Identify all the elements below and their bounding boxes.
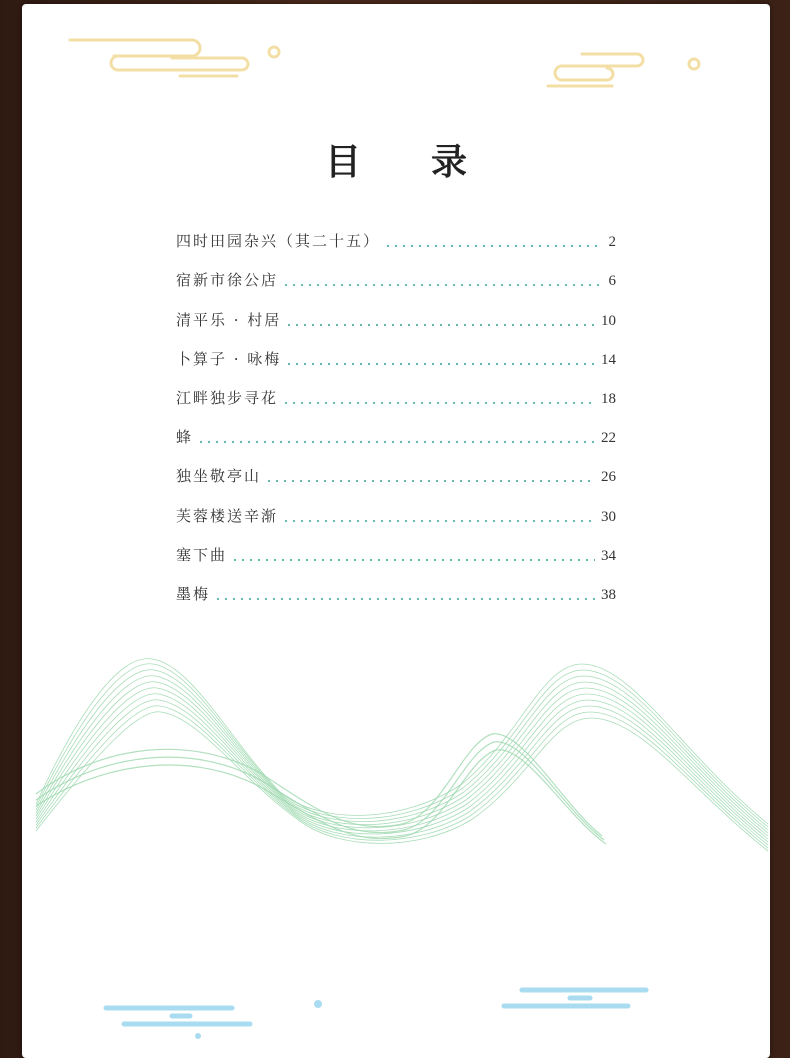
toc-entry-page: 22 bbox=[601, 430, 616, 447]
leader-dots bbox=[214, 598, 595, 600]
cloud-bottom-right-icon bbox=[504, 990, 646, 1006]
toc-entry-page: 2 bbox=[608, 234, 616, 251]
toc-entry-page: 18 bbox=[601, 390, 616, 407]
toc-entry-page: 30 bbox=[601, 508, 616, 525]
toc-entry-title: 四时田园杂兴（其二十五） bbox=[176, 232, 381, 251]
toc-entry[interactable] bbox=[176, 257, 616, 296]
leader-dots bbox=[282, 284, 602, 286]
toc-entry-title: 宿新市徐公店 bbox=[176, 271, 279, 290]
toc-entry-page: 10 bbox=[601, 312, 616, 329]
toc-entry[interactable] bbox=[176, 492, 616, 531]
toc-entry[interactable] bbox=[176, 571, 616, 610]
toc-entry-title: 芙蓉楼送辛渐 bbox=[176, 506, 279, 525]
leader-dots bbox=[285, 324, 595, 326]
table-of-contents bbox=[176, 218, 616, 610]
toc-entry-title: 墨梅 bbox=[176, 584, 211, 603]
toc-entry[interactable] bbox=[176, 453, 616, 492]
toc-entry[interactable] bbox=[176, 375, 616, 414]
toc-entry-page: 26 bbox=[601, 469, 616, 486]
toc-entry-title: 清平乐 · 村居 bbox=[176, 310, 282, 329]
title-char: 目 bbox=[324, 141, 361, 183]
toc-entry[interactable] bbox=[176, 296, 616, 335]
cloud-top-left-icon bbox=[70, 40, 279, 76]
toc-entry-page: 14 bbox=[601, 351, 616, 368]
toc-entry[interactable] bbox=[176, 336, 616, 375]
toc-entry-title: 蜂 bbox=[176, 428, 194, 447]
page-title bbox=[22, 134, 770, 185]
toc-entry[interactable] bbox=[176, 414, 616, 453]
leader-dots bbox=[231, 559, 595, 561]
document-page bbox=[22, 4, 770, 1058]
mountain-waves-icon bbox=[36, 659, 768, 851]
leader-dots bbox=[384, 245, 602, 247]
toc-entry-page: 6 bbox=[608, 273, 616, 290]
toc-entry[interactable] bbox=[176, 532, 616, 571]
leader-dots bbox=[282, 402, 595, 404]
toc-entry-page: 34 bbox=[601, 547, 616, 564]
toc-entry[interactable] bbox=[176, 218, 616, 257]
leader-dots bbox=[282, 520, 595, 522]
cloud-top-right-icon bbox=[548, 54, 699, 86]
toc-entry-title: 卜算子 · 咏梅 bbox=[176, 349, 282, 368]
leader-dots bbox=[285, 363, 595, 365]
toc-entry-title: 塞下曲 bbox=[176, 545, 228, 564]
toc-entry-page: 38 bbox=[601, 586, 616, 603]
cloud-bottom-left-icon bbox=[106, 1000, 322, 1039]
toc-entry-title: 江畔独步寻花 bbox=[176, 388, 279, 407]
leader-dots bbox=[265, 480, 595, 482]
toc-entry-title: 独坐敬亭山 bbox=[176, 467, 262, 486]
title-char: 录 bbox=[431, 141, 468, 183]
leader-dots bbox=[197, 441, 595, 443]
